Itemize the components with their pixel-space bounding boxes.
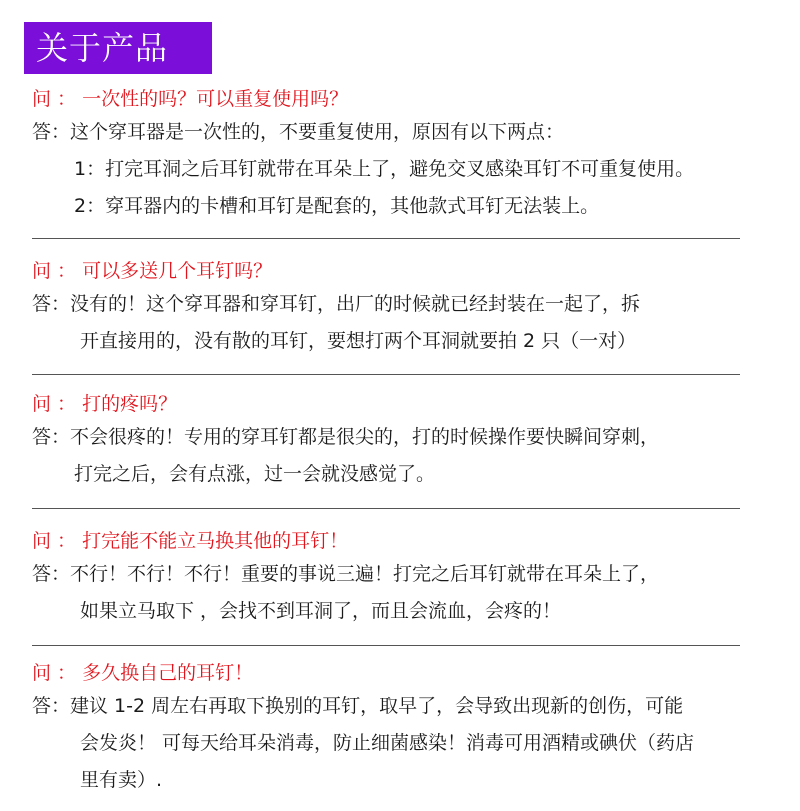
- faq-question: 问 ： 打的疼吗？: [32, 393, 178, 415]
- faq-question: 问 ： 多久换自己的耳钉！: [32, 662, 254, 684]
- faq-item: [32, 84, 742, 225]
- faq-item: [32, 526, 742, 630]
- answer-line: 答：没有的！这个穿耳器和穿耳钉，出厂的时候就已经封装在一起了，拆: [32, 293, 641, 315]
- faq-answer: [32, 419, 742, 493]
- faq-answer: [32, 688, 742, 799]
- faq-item: [32, 389, 742, 493]
- answer-line: 打完之后，会有点涨，过一会就没感觉了。: [74, 463, 436, 485]
- answer-line: 如果立马取下 ，会找不到耳洞了，而且会流血，会疼的！: [80, 600, 562, 622]
- faq-item: [32, 256, 742, 360]
- answer-line: 答：不行！不行！不行！重要的事说三遍！打完之后耳钉就带在耳朵上了，: [32, 563, 660, 585]
- answer-line: 答：不会很疼的！专用的穿耳钉都是很尖的，打的时候操作要快瞬间穿刺，: [32, 426, 660, 448]
- answer-line: 答：建议 1-2 周左右再取下换别的耳钉，取早了，会导致出现新的创伤，可能: [32, 695, 684, 717]
- faq-answer: [32, 114, 742, 225]
- answer-line: 会发炎！ 可每天给耳朵消毒，防止细菌感染！消毒可用酒精或碘伏（药店: [80, 732, 695, 754]
- faq-question: 问 ： 打完能不能立马换其他的耳钉！: [32, 530, 349, 552]
- answer-line: 答：这个穿耳器是一次性的，不要重复使用，原因有以下两点：: [32, 121, 565, 143]
- answer-line: 开直接用的，没有散的耳钉，要想打两个耳洞就要拍 2 只（一对）: [80, 330, 637, 352]
- faq-answer: [32, 556, 742, 630]
- divider: [32, 645, 740, 646]
- faq-question: 问 ： 可以多送几个耳钉吗？: [32, 260, 273, 282]
- answer-line: 2：穿耳器内的卡槽和耳钉是配套的，其他款式耳钉无法装上。: [74, 195, 600, 217]
- faq-answer: [32, 286, 742, 360]
- divider: [32, 508, 740, 509]
- faq-question: 问 ： 一次性的吗？可以重复使用吗？: [32, 88, 349, 110]
- answer-line: 1：打完耳洞之后耳钉就带在耳朵上了，避免交叉感染耳钉不可重复使用。: [74, 158, 695, 180]
- divider: [32, 374, 740, 375]
- section-title-banner: [24, 22, 212, 74]
- divider: [32, 238, 740, 239]
- faq-item: [32, 658, 742, 799]
- answer-line: 里有卖）.: [80, 769, 163, 791]
- section-title: 关于产品: [36, 29, 169, 67]
